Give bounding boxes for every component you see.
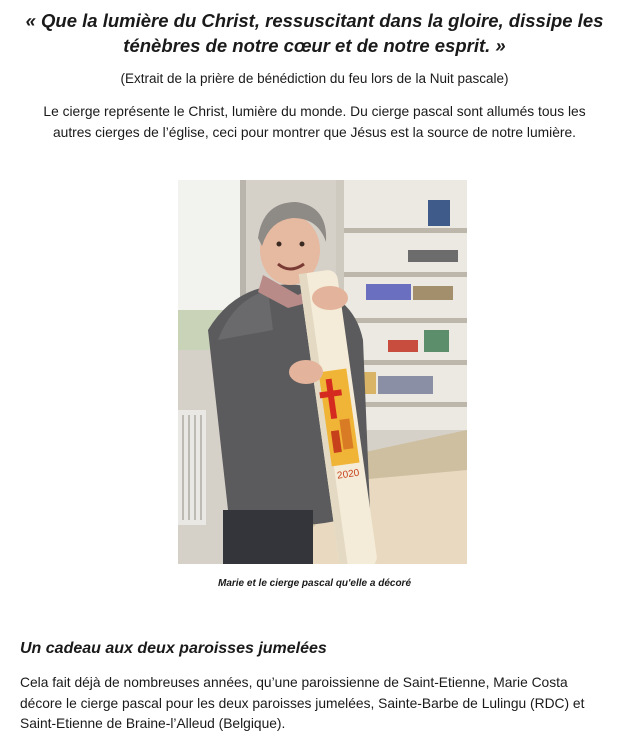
body-line-3: Saint-Etienne de Braine-l’Alleud (Belgique). [20, 716, 286, 731]
photo-caption: Marie et le cierge pascal qu'elle a décoré [217, 578, 412, 589]
intro-line-1: Le cierge représente le Christ, lumière du monde. Du cierge pascal sont allumés tous les [43, 104, 586, 119]
body-line-2: décore le cierge pascal pour les deux paroisses jumelées, Sainte-Barbe de Lulingu (RDC) et [20, 695, 585, 711]
photo-illustration [178, 180, 467, 564]
quote-block [10, 8, 619, 58]
intro-line-2: autres cierges de l’église, ceci pour montrer que Jésus est la source de notre lumière. [52, 125, 576, 140]
photo-marie-with-paschal-candle [178, 180, 467, 564]
intro-paragraph [22, 101, 607, 143]
quote-source: (Extrait de la prière de bénédiction du feu lors de la Nuit pascale) [120, 71, 509, 86]
section-title: Un cadeau aux deux paroisses jumelées [20, 640, 327, 657]
body-line-1: Cela fait déjà de nombreuses années, qu’une paroissienne de Saint-Etienne, Marie Costa [20, 675, 568, 690]
quote-line-2: ténèbres de notre cœur et de notre esprit. » [123, 35, 506, 56]
candle-year: 2020 [336, 467, 361, 482]
quote-line-1: « Que la lumière du Christ, ressuscitant dans la gloire, dissipe les [25, 10, 604, 31]
section-body [20, 673, 612, 735]
